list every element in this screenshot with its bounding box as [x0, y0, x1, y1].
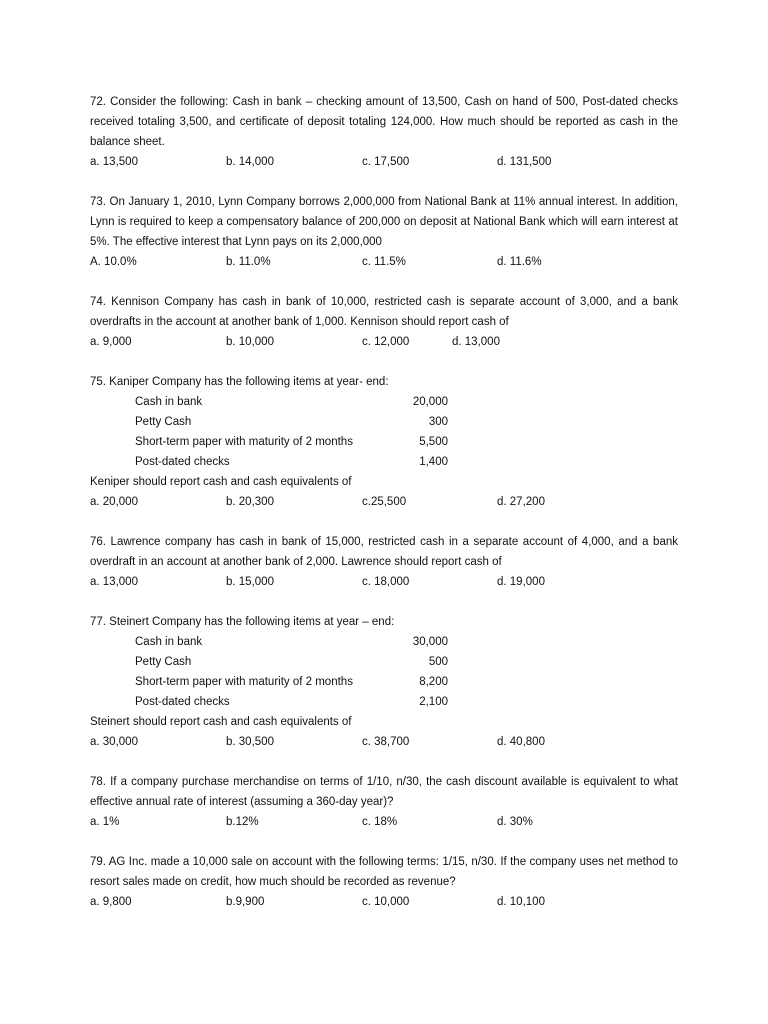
- item-label: Cash in bank: [135, 636, 203, 648]
- question-tail: Keniper should report cash and cash equivalents of: [90, 476, 352, 488]
- list-item: [90, 392, 678, 412]
- choice-c: c.25,500: [362, 496, 407, 508]
- choice-d: d. 131,500: [497, 156, 552, 168]
- item-amount: 5,500: [419, 436, 448, 448]
- answer-choices: [90, 332, 678, 352]
- answer-choices: [90, 572, 678, 592]
- item-label: Petty Cash: [135, 656, 192, 668]
- question-77: [90, 612, 678, 752]
- choice-a: a. 9,000: [90, 336, 132, 348]
- choice-a: A. 10.0%: [90, 256, 137, 268]
- item-label: Post-dated checks: [135, 696, 230, 708]
- choice-b: b.9,900: [226, 896, 265, 908]
- item-amount: 1,400: [419, 456, 448, 468]
- question-stem: 78. If a company purchase merchandise on terms of 1/10, n/30, the cash discount available is equivalent to what effective annual rate of interest (assuming a 360-day year)?: [90, 776, 678, 808]
- item-label: Short-term paper with maturity of 2 months: [135, 676, 353, 688]
- item-amount: 500: [428, 656, 448, 668]
- choice-b: b. 30,500: [226, 736, 274, 748]
- choice-d: d. 27,200: [497, 496, 545, 508]
- choice-d: d. 30%: [497, 816, 533, 828]
- question-stem: 76. Lawrence company has cash in bank of 15,000, restricted cash in a separate account of 4,000, and a bank overdraft in an account at another bank of 2,000. Lawrence should report cash of: [90, 536, 678, 568]
- choice-c: c. 11.5%: [362, 256, 406, 268]
- items-list: [90, 632, 678, 712]
- item-amount: 20,000: [412, 396, 448, 408]
- choice-b: b.12%: [226, 816, 259, 828]
- choice-b: b. 14,000: [226, 156, 274, 168]
- question-72: [90, 92, 678, 172]
- choice-b: b. 10,000: [226, 336, 274, 348]
- answer-choices: [90, 732, 678, 752]
- choice-c: c. 38,700: [362, 736, 410, 748]
- choice-c: c. 18%: [362, 816, 398, 828]
- list-item: [90, 692, 678, 712]
- question-stem: 75. Kaniper Company has the following items at year- end:: [90, 376, 389, 388]
- list-item: [90, 412, 678, 432]
- item-label: Short-term paper with maturity of 2 months: [135, 436, 353, 448]
- question-stem: 79. AG Inc. made a 10,000 sale on account with the following terms: 1/15, n/30. If the company uses net method to resort sales made on credit, how much should be recorded as revenue?: [90, 856, 678, 888]
- choice-a: a. 20,000: [90, 496, 138, 508]
- items-list: [90, 392, 678, 472]
- choice-b: b. 15,000: [226, 576, 274, 588]
- question-stem: 77. Steinert Company has the following items at year – end:: [90, 616, 395, 628]
- choice-b: b. 20,300: [226, 496, 274, 508]
- question-73: [90, 192, 678, 272]
- item-label: Petty Cash: [135, 416, 192, 428]
- item-label: Post-dated checks: [135, 456, 230, 468]
- question-78: [90, 772, 678, 832]
- list-item: [90, 432, 678, 452]
- choice-d: d. 13,000: [452, 336, 500, 348]
- list-item: [90, 632, 678, 652]
- choice-d: d. 11.6%: [497, 256, 542, 268]
- choice-c: c. 12,000: [362, 336, 410, 348]
- list-item: [90, 452, 678, 472]
- answer-choices: [90, 892, 678, 912]
- question-stem: 74. Kennison Company has cash in bank of 10,000, restricted cash is separate account of 3,000, and a bank overdrafts in the account at another bank of 1,000. Kennison should report cash of: [90, 296, 678, 328]
- choice-d: d. 40,800: [497, 736, 545, 748]
- question-79: [90, 852, 678, 912]
- choice-a: a. 1%: [90, 816, 120, 828]
- question-74: [90, 292, 678, 352]
- choice-c: c. 17,500: [362, 156, 410, 168]
- question-stem: 72. Consider the following: Cash in bank – checking amount of 13,500, Cash on hand of 500, Post-dated checks received totaling 3,500, and certificate of deposit totaling 124,000. How much should be reported as cash in the balance sheet.: [90, 96, 678, 148]
- question-stem: 73. On January 1, 2010, Lynn Company borrows 2,000,000 from National Bank at 11% annual interest. In addition, Lynn is required to keep a compensatory balance of 200,000 on deposit at National Bank which will earn interest at 5%. The effective interest that Lynn pays on its 2,000,000: [90, 196, 678, 248]
- item-amount: 30,000: [412, 636, 448, 648]
- item-label: Cash in bank: [135, 396, 203, 408]
- item-amount: 2,100: [419, 696, 448, 708]
- choice-a: a. 9,800: [90, 896, 132, 908]
- list-item: [90, 672, 678, 692]
- choice-c: c. 18,000: [362, 576, 410, 588]
- item-amount: 300: [428, 416, 448, 428]
- list-item: [90, 652, 678, 672]
- choice-a: a. 13,000: [90, 576, 138, 588]
- question-76: [90, 532, 678, 592]
- question-tail: Steinert should report cash and cash equivalents of: [90, 716, 352, 728]
- choice-d: d. 10,100: [497, 896, 545, 908]
- question-75: [90, 372, 678, 512]
- answer-choices: [90, 152, 678, 172]
- item-amount: 8,200: [419, 676, 448, 688]
- choice-a: a. 13,500: [90, 156, 138, 168]
- answer-choices: [90, 492, 678, 512]
- choice-d: d. 19,000: [497, 576, 545, 588]
- choice-c: c. 10,000: [362, 896, 410, 908]
- choice-b: b. 11.0%: [226, 256, 271, 268]
- choice-a: a. 30,000: [90, 736, 138, 748]
- answer-choices: [90, 812, 678, 832]
- answer-choices: [90, 252, 678, 272]
